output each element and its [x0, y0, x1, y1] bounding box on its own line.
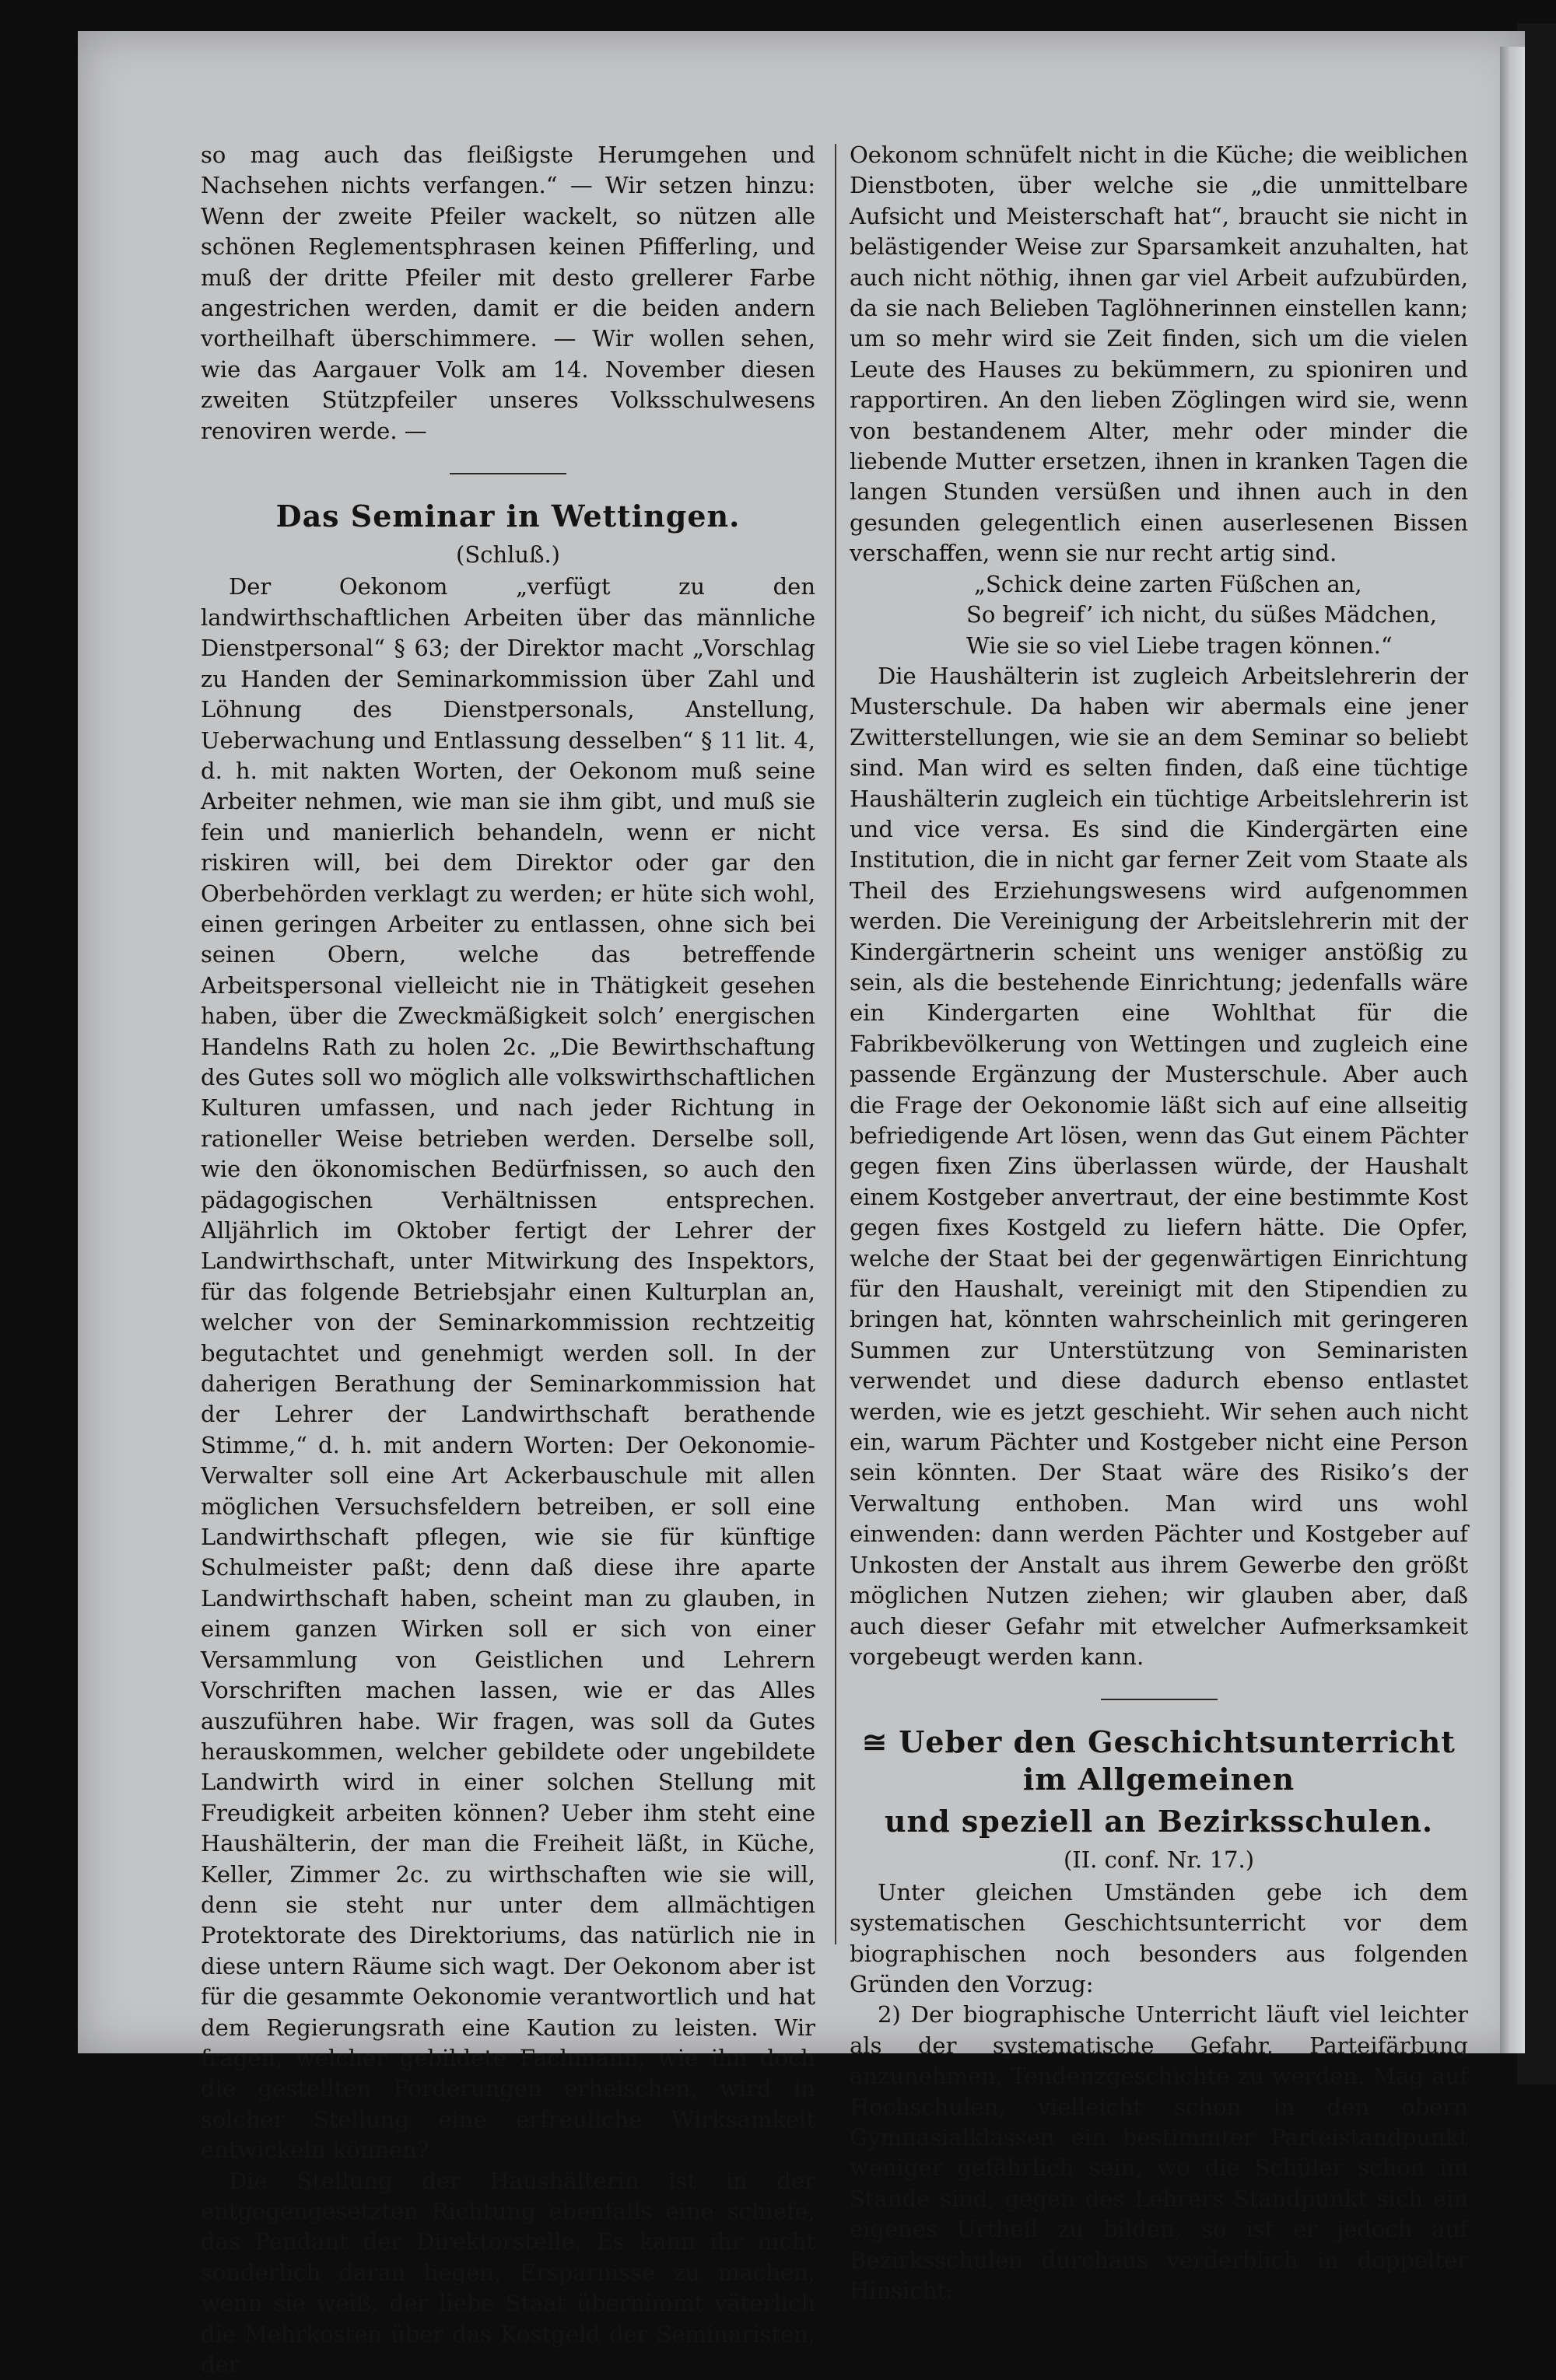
section-divider [450, 473, 566, 474]
intro-paragraph: so mag auch das fleißigste Herumgehen und Nachsehen nichts verfangen.“ — Wir setzen hinzu: Wenn der zweite Pfeiler wackelt, so nützen alle schönen Reglementsphrasen keinen Pfifferling, und muß der dritte Pfeiler mit desto grellerer Farbe angestrichen werden, damit er die beiden andern vortheilhaft überschimmere. — Wir wollen sehen, wie das Aargauer Volk am 14. November diesen zweiten Stützpfeiler unseres Volksschulwesens renoviren werde. — [201, 142, 815, 444]
body-paragraph: Die Haushälterin ist zugleich Arbeitslehrerin der Musterschule. Da haben wir abermals eine jener Zwitterstellungen, wie sie an dem Seminar so beliebt sind. Man wird es selten finden, daß eine tüchtige Haushälterin zugleich ein tüchtige Arbeitslehrerin ist und vice versa. Es sind die Kindergärten eine Institution, die in nicht gar ferner Zeit vom Staate als Theil des Erziehungswesens wird aufgenommen werden. Die Vereinigung der Arbeitslehrerin mit der Kindergärtnerin scheint uns weniger anstößig zu sein, als die bestehende Einrichtung; jedenfalls wäre ein Kindergarten eine Wohlthat für die Fabrikbevölkerung von Wettingen und zugleich eine passende Ergänzung der Musterschule. Aber auch die Frage der Oekonomie läßt sich auf eine allseitig befriedigende Art lösen, wenn das Gut einem Pächter gegen fixen Zins überlassen würde, der Haushalt einem Kostgeber anvertraut, der eine bestimmte Kost gegen fixes Kostgeld zu liefern hätte. Die Opfer, welche der Staat bei der gegenwärtigen Einrichtung für den Haushalt, vereinigt mit den Stipendien zu bringen hat, könnten wahrscheinlich mit geringeren Summen zur Unterstützung von Seminaristen verwendet und diese dadurch ebenso entlastet werden, wie es jetzt geschieht. Wir sehen auch nicht ein, warum Pächter und Kostgeber nicht eine Person sein könnten. Der Staat wäre des Risiko’s der Verwaltung enthoben. Man wird uns wohl einwenden: dann werden Pächter und Kostgeber auf Unkosten der Anstalt aus ihrem Gewerbe den größt möglichen Nutzen ziehen; wir glauben aber, daß auch dieser Gefahr mit etwelcher Aufmerksamkeit vorgebeugt werden kann. [850, 662, 1468, 1670]
right-column [850, 140, 1468, 2306]
section-title: Das Seminar in Wettingen. [275, 499, 741, 534]
section-divider [1101, 1699, 1218, 1700]
section-subtitle: (II. conf. Nr. 17.) [1063, 1846, 1255, 1874]
page-edge-shadow [1500, 47, 1525, 2053]
body-paragraph: Die Stellung der Haushälterin ist in der entgegengesetzten Richtung ebenfalls eine schiefe, das Pendant der Direktorstelle. Es kann ihr nicht sonderlich daran liegen, Ersparnisse zu machen, wenn sie weiß, der liebe Staat übernimmt väterlich die Mehrkosten über das Kostgeld der Seminaristen, der [201, 2167, 815, 2378]
section-title: ≅ Ueber den Geschichtsunterricht im Allgemeinen [862, 1724, 1456, 1797]
body-paragraph: Unter gleichen Umständen gebe ich dem systematischen Geschichtsunterricht vor dem biographischen noch besonders aus folgenden Gründen den Vorzug: [850, 1878, 1468, 1997]
body-paragraph: Der Oekonom „verfügt zu den landwirthschaftlichen Arbeiten über das männliche Dienstpersonal“ § 63; der Direktor macht „Vorschlag zu Handen der Seminarkommission über Zahl und Löhnung des Dienstpersonals, Anstellung, Ueberwachung und Entlassung desselben“ § 11 lit. 4, d. h. mit nakten Worten, der Oekonom muß seine Arbeiter nehmen, wie man sie ihm gibt, und muß sie fein und manierlich behandeln, wenn er nicht riskiren will, bei dem Direktor oder gar den Oberbehörden verklagt zu werden; er hüte sich wohl, einen geringen Arbeiter zu entlassen, ohne sich bei seinen Obern, welche das betreffende Arbeitspersonal vielleicht nie in Thätigkeit gesehen haben, über die Zweckmäßigkeit solch’ energischen Handelns Rath zu holen 2c. „Die Bewirthschaftung des Gutes soll wo möglich alle volkswirthschaftlichen Kulturen umfassen, und nach jeder Richtung in rationeller Weise betrieben werden. Derselbe soll, wie den ökonomischen Bedürfnissen, so auch den pädagogischen Verhältnissen entsprechen. Alljährlich im Oktober fertigt der Lehrer der Landwirthschaft, unter Mitwirkung des Inspektors, für das folgende Betriebsjahr einen Kulturplan an, welcher von der Seminarkommission rechtzeitig begutachtet und genehmigt werden soll. In der daherigen Berathung der Seminarkommission hat der Lehrer der Landwirthschaft berathende Stimme,“ d. h. mit andern Worten: Der Oekonomie-Verwalter soll eine Art Ackerbauschule mit allen möglichen Versuchsfeldern betreiben, er soll eine Landwirthschaft pflegen, wie sie für künftige Schulmeister paßt; denn daß diese ihre aparte Landwirthschaft haben, scheint man zu glauben, in einem ganzen Wirken soll er sich von einer Versammlung von Geistlichen und Lehrern Vorschriften machen lassen, wie er das Alles auszuführen habe. Wir fragen, was soll da Gutes herauskommen, welcher gebildete oder ungebildete Landwirth wird in einer solchen Stellung mit Freudigkeit arbeiten können? Ueber ihm steht eine Haushälterin, der man die Freiheit läßt, in Küche, Keller, Zimmer 2c. zu wirthschaften wie sie will, denn sie steht nur unter dem allmächtigen Protektorate des Direktoriums, das natürlich nie in diese untern Räume sich wagt. Der Oekonom aber ist für die gesammte Oekonomie verantwortlich und hat dem Regierungsrath eine Kaution zu leisten. Wir fragen, welcher gebildete Fachmann, wie ihn doch die gestellten Forderungen erheischen, wird in solcher Stellung eine erfreuliche Wirksamkeit entwickeln können? [201, 573, 815, 2164]
verse-line: Wie sie so viel Liebe tragen können.“ [966, 632, 1393, 659]
section-subtitle: (Schluß.) [456, 541, 560, 569]
body-paragraph: 2) Der biographische Unterricht läuft viel leichter als der systematische Gefahr, Parteifärbung anzunehmen, Tendenzgeschichte zu werden. Mag auf Hochschulen, vielleicht schon in den obern Gymnasialklassen ein bestimmter Parteistandpunkt weniger gefährlich sein, wo die Schüler schon im Stande sind, gegen des Lehrers Standpunkt sich ein eigenes Urtheil zu bilden, so ist er jedoch auf Bezirksschulen durchaus verderblich in doppelter Hinsicht: [850, 2001, 1468, 2304]
left-column [201, 140, 815, 2380]
body-paragraph: Oekonom schnüfelt nicht in die Küche; die weiblichen Dienstboten, über welche sie „die unmittelbare Aufsicht und Meisterschaft hat“, braucht sie nicht in belästigender Weise zur Sparsamkeit anzuhalten, hat auch nicht nöthig, ihnen gar viel Arbeit aufzubürden, da sie nach Belieben Taglöhnerinnen einstellen kann; um so mehr wird sie Zeit finden, sich um die vielen Leute des Hauses zu bekümmern, zu spioniren und rapportiren. An den lieben Zöglingen wird sie, wenn von bestandenem Alter, mehr oder minder die liebende Mutter ersetzen, ihnen in kranken Tagen die langen Stunden versüßen und ihnen auch in den gesunden gelegentlich einen auserlesenen Bissen verschaffen, wenn sie nur recht artig sind. [850, 142, 1468, 567]
section-title-continued: und speziell an Bezirksschulen. [884, 1804, 1434, 1839]
verse-line: So begreif’ ich nicht, du süßes Mädchen, [966, 601, 1437, 628]
column-divider [835, 144, 836, 1944]
verse-line: „Schick deine zarten Füßchen an, [974, 570, 1362, 597]
